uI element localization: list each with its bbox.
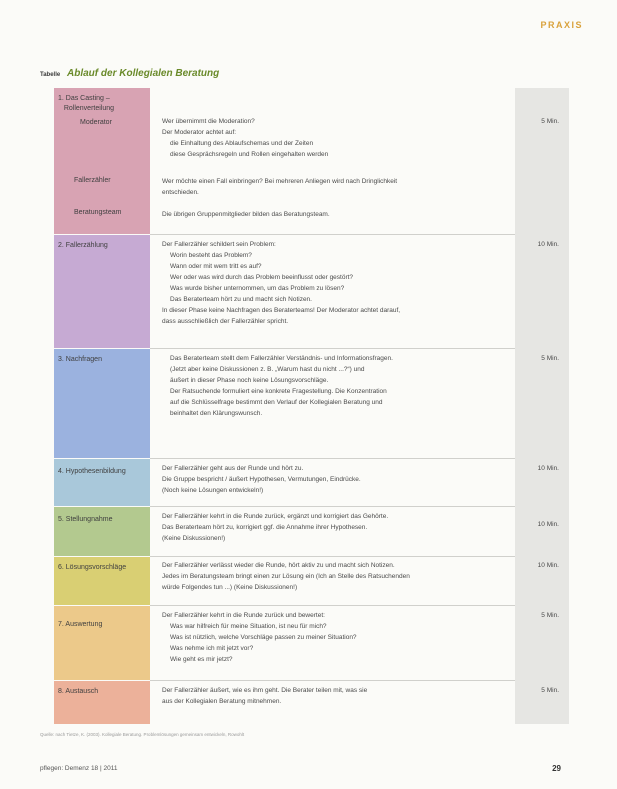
category-label: 4. Hypothesenbildung [58, 468, 126, 475]
duration: 5 Min. [541, 687, 559, 694]
duration: 10 Min. [537, 241, 559, 248]
text-line: Was wurde bisher unternommen, um das Problem zu lösen? [170, 285, 345, 292]
category-label: 1. Das Casting – Rollenverteilung [58, 95, 115, 112]
text-line: Wer übernimmt die Moderation? [162, 118, 255, 125]
role-label: Fallerzähler [74, 177, 111, 184]
text-line: diese Gesprächsregeln und Rollen eingehalten werden [170, 151, 329, 158]
text-line: Worin besteht das Problem? [170, 252, 252, 259]
row-description [162, 610, 357, 665]
text-line: Wie geht es mir jetzt? [170, 656, 233, 663]
journal-footer: pflegen: Demenz 18 | 2011 [40, 765, 118, 772]
category-label: 3. Nachfragen [58, 356, 102, 363]
text-line: Was ist nützlich, welche Vorschläge passen zu meiner Situation? [170, 634, 357, 641]
source-note: Quelle: nach Tietze, K. (2003). Kollegiale Beratung. Problemlösungen gemeinsam entwickeln, Rowohlt [40, 732, 245, 737]
text-line: Der Ratsuchende formuliert eine konkrete Fragestellung. Die Konzentration [170, 388, 387, 395]
text-line: äußert in dieser Phase noch keine Lösungsvorschläge. [170, 377, 329, 384]
text-line: In dieser Phase keine Nachfragen des Beraterteams! Der Moderator achtet darauf, [162, 307, 401, 314]
category-cell [54, 606, 150, 680]
category-label: 6. Lösungsvorschläge [58, 564, 127, 571]
table-row [54, 349, 559, 458]
minutes-column [515, 88, 569, 724]
category-label: 2. Fallerzählung [58, 242, 108, 249]
text-line: Der Fallerzähler kehrt in die Runde zurück und bewertet: [162, 612, 325, 619]
duration: 10 Min. [537, 465, 559, 472]
text-line: entschieden. [162, 189, 199, 196]
text-line: beinhaltet den Klärungswunsch. [170, 410, 263, 417]
text-line: Wann oder mit wem tritt es auf? [170, 263, 262, 270]
text-line: Der Fallerzähler geht aus der Runde und hört zu. [162, 465, 304, 472]
category-cell [54, 507, 150, 556]
row-description [162, 239, 400, 327]
text-line: Die übrigen Gruppenmitglieder bilden das Beratungsteam. [162, 211, 330, 218]
page-number: 29 [552, 764, 561, 773]
text-line: Das Beraterteam hört zu und macht sich Notizen. [170, 296, 312, 303]
text-line: Der Moderator achtet auf: [162, 129, 237, 136]
text-line: dass ausschließlich der Fallerzähler spricht. [162, 318, 289, 325]
text-line: Die Gruppe bespricht / äußert Hypothesen, Vermutungen, Eindrücke. [162, 476, 361, 483]
text-line: Jedes im Beratungsteam bringt einen zur Lösung ein (Ich an Stelle des Ratsuchenden [162, 573, 410, 580]
text-line: Das Beraterteam stellt dem Fallerzähler Verständnis- und Informationsfragen. [170, 355, 393, 362]
text-line: (Keine Diskussionen!) [162, 535, 226, 542]
row-description [162, 116, 328, 160]
category-cell [54, 88, 150, 234]
table-row [54, 235, 559, 348]
text-line: Das Beraterteam hört zu, korrigiert ggf. die Annahme ihrer Hypothesen. [162, 524, 368, 531]
text-line: Der Fallerzähler schildert sein Problem: [162, 241, 276, 248]
process-table [54, 88, 569, 724]
row-description [162, 209, 330, 220]
text-line: Was nehme ich mit jetzt vor? [170, 645, 254, 652]
category-cell [54, 235, 150, 348]
category-label: 8. Austausch [58, 688, 99, 695]
table-caption [40, 68, 219, 79]
row-description [162, 511, 388, 544]
duration: 5 Min. [541, 612, 559, 619]
table-row [54, 459, 559, 506]
table-row [54, 606, 559, 680]
duration: 10 Min. [537, 562, 559, 569]
text-line: Der Fallerzähler kehrt in die Runde zurück, ergänzt und korrigiert das Gehörte. [162, 513, 389, 520]
category-cell [54, 681, 150, 724]
table-row [54, 507, 559, 556]
row-description [162, 353, 393, 419]
table-row [54, 557, 559, 605]
caption-title: Ablauf der Kollegialen Beratung [67, 68, 220, 79]
table-row [54, 681, 559, 724]
text-line: (Jetzt aber keine Diskussionen z. B. „Warum hast du nicht ...?“) und [170, 366, 365, 373]
row-description [162, 560, 410, 593]
row-description [162, 685, 367, 707]
category-label: 7. Auswertung [58, 621, 103, 628]
text-line: (Noch keine Lösungen entwickeln!) [162, 487, 264, 494]
text-line: Wer oder was wird durch das Problem beeinflusst oder gestört? [170, 274, 354, 281]
text-line: die Einhaltung des Ablaufschemas und der Zeiten [170, 140, 314, 147]
row-description [162, 176, 397, 198]
category-cell [54, 557, 150, 605]
section-label: PRAXIS [540, 20, 583, 30]
category-cell [54, 349, 150, 458]
text-line: Was war hilfreich für meine Situation, ist neu für mich? [170, 623, 327, 630]
table-row [54, 88, 559, 234]
row-description [162, 463, 361, 496]
role-label: Moderator [80, 119, 112, 126]
text-line: Wer möchte einen Fall einbringen? Bei mehreren Anliegen wird nach Dringlichkeit [162, 178, 398, 185]
text-line: Der Fallerzähler verlässt wieder die Runde, hört aktiv zu und macht sich Notizen. [162, 562, 395, 569]
text-line: aus der Kollegialen Beratung mitnehmen. [162, 698, 282, 705]
duration: 5 Min. [541, 118, 559, 125]
text-line: auf die Schlüsselfrage bestimmt den Verlauf der Kollegialen Beratung und [170, 399, 383, 406]
caption-prefix: Tabelle [40, 72, 61, 78]
duration: 10 Min. [537, 521, 559, 528]
role-label: Beratungsteam [74, 209, 122, 216]
category-label: 5. Stellungnahme [58, 516, 113, 523]
text-line: würde Folgendes tun ...) (Keine Diskussionen!) [162, 584, 298, 591]
category-cell [54, 459, 150, 506]
text-line: Der Fallerzähler äußert, wie es ihm geht. Die Berater teilen mit, was sie [162, 687, 368, 694]
duration: 5 Min. [541, 355, 559, 362]
